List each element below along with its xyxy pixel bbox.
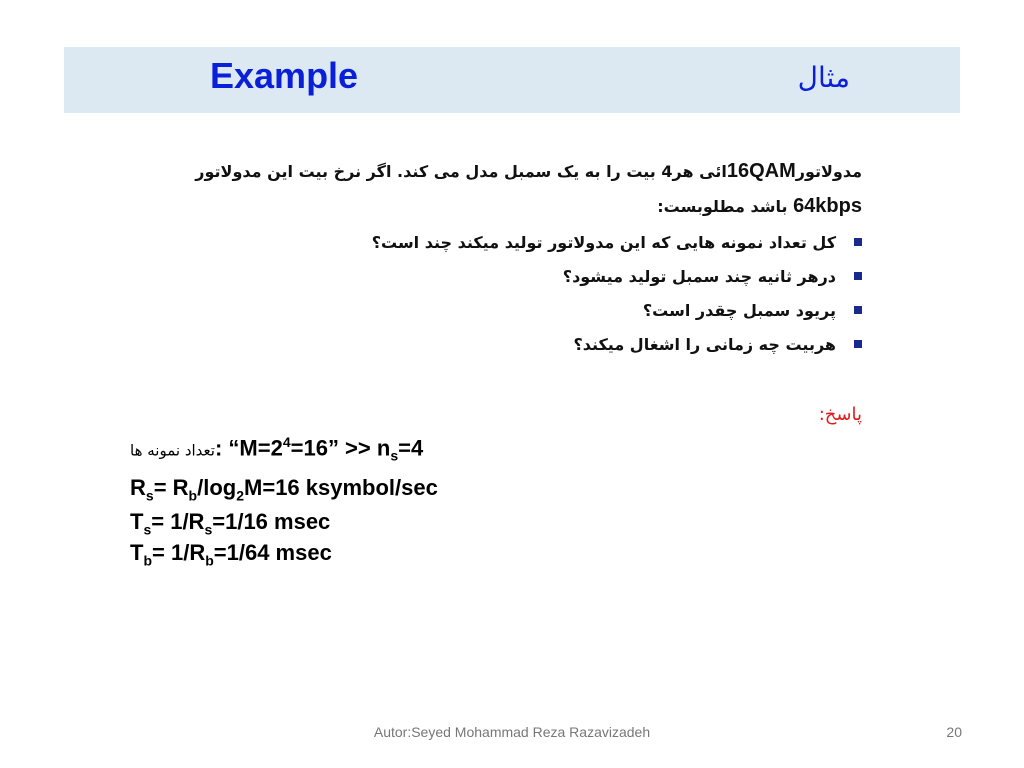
calc-line-samples: تعداد نمونه ها: “$M=2^4=16$” >> $n_s=4$ [130, 434, 424, 464]
intro-qam: 16QAM [726, 160, 796, 182]
bullet-square-icon [854, 272, 862, 280]
intro-part1: مدولاتور [795, 162, 862, 181]
answer-label: پاسخ: [818, 404, 862, 425]
page-number: 20 [946, 724, 962, 740]
calc-line-symbol-rate: $R_s= R_b/\log_2M=16$ ksymbol/sec [130, 475, 438, 504]
bullet-square-icon [854, 340, 862, 348]
bullet-square-icon [854, 238, 862, 246]
list-item: هربیت چه زمانی را اشغال میکند؟ [200, 328, 862, 362]
problem-statement [130, 154, 862, 224]
footer-author: Autor:Seyed Mohammad Reza Razavizadeh [373, 724, 651, 740]
calc-label-persian: تعداد نمونه ها [130, 441, 215, 460]
slide-title-persian: مثال [797, 61, 850, 94]
intro-rate: 64kbps [793, 195, 862, 217]
question-list [200, 226, 862, 362]
calc-line-symbol-period: $T_s= 1/R_s=1/16$ msec [130, 509, 331, 538]
list-item: پریود سمبل چقدر است؟ [200, 294, 862, 328]
list-item: کل تعداد نمونه هایی که این مدولاتور تولید میکند چند است؟ [200, 226, 862, 260]
intro-part2: ائی هر4 بیت را به یک سمبل مدل می کند. اگر نرخ بیت این مدولاتور [195, 162, 727, 181]
intro-part3: باشد مطلوبست: [657, 197, 788, 216]
bullet-square-icon [854, 306, 862, 314]
list-item: درهر ثانیه چند سمبل تولید میشود؟ [200, 260, 862, 294]
slide-title-english: Example [210, 55, 359, 96]
calc-line-bit-period: $T_b= 1/R_b=1/64$ msec [130, 540, 332, 569]
